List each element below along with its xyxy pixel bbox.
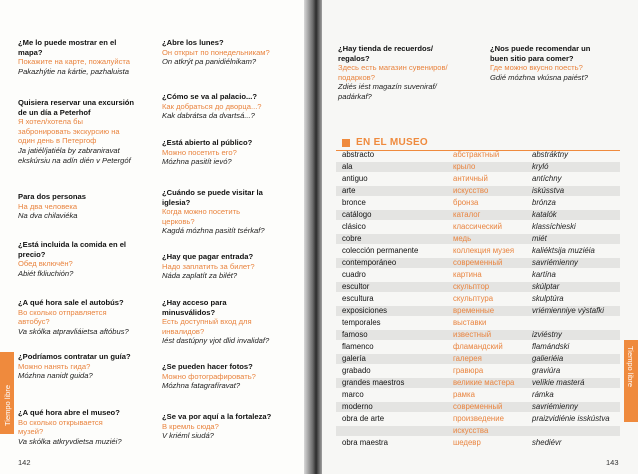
- vocab-spanish: grandes maestros: [342, 378, 405, 387]
- vocab-russian: галерея: [453, 354, 482, 363]
- vocab-transliteration: praizvidiénie isskústva: [532, 414, 610, 423]
- phrase-entry: [162, 252, 302, 281]
- vocab-row: [336, 438, 620, 448]
- vocab-row: [336, 330, 620, 340]
- phrase-entry: [162, 92, 302, 121]
- vocab-spanish: cuadro: [342, 270, 366, 279]
- phrase-entry: [338, 44, 478, 102]
- vocab-spanish: exposiciones: [342, 306, 388, 315]
- vocab-row: [336, 174, 620, 184]
- page-number-right: 143: [606, 458, 619, 467]
- russian-phrase: один день в Петергоф: [18, 136, 97, 146]
- vocab-russian: современный: [453, 402, 503, 411]
- vocab-row: [336, 246, 620, 256]
- vocab-transliteration: skúlptar: [532, 282, 560, 291]
- spanish-phrase: ¿Cuándo se puede visitar la: [162, 188, 263, 197]
- russian-phrase: подарков?: [338, 72, 375, 82]
- transliteration: Abiét fkliuchión?: [18, 268, 74, 278]
- vocab-transliteration: kaliéktsija muziéia: [532, 246, 595, 255]
- russian-phrase: Есть доступный вход для: [162, 317, 252, 327]
- vocab-russian: известный: [453, 330, 492, 339]
- vocab-spanish: arte: [342, 186, 356, 195]
- section-title: EN EL MUSEO: [356, 137, 429, 148]
- phrase-entry: [162, 412, 302, 441]
- phrase-entry: [18, 352, 158, 381]
- vocab-russian: коллекция музея: [453, 246, 515, 255]
- russian-phrase: Обед включён?: [18, 259, 73, 269]
- vocab-russian: античный: [453, 174, 488, 183]
- vocab-row: [336, 186, 620, 196]
- vocab-russian: скульптура: [453, 294, 494, 303]
- transliteration: Na dva chilaviéka: [18, 211, 78, 221]
- left-page: [0, 0, 308, 474]
- transliteration: Ja jatiél/jatiéla by zabraniravat: [18, 145, 120, 155]
- vocab-row: [336, 222, 620, 232]
- russian-phrase: Во сколько открывается: [18, 417, 103, 427]
- vocab-transliteration: antíchny: [532, 174, 562, 183]
- vocab-transliteration: vriémienniye výstafki: [532, 306, 604, 315]
- spanish-phrase: de un día a Peterhof: [18, 107, 91, 117]
- vocab-transliteration: brónza: [532, 198, 556, 207]
- vocab-transliteration: miét: [532, 234, 547, 243]
- transliteration: V kriéml siudá?: [162, 431, 214, 441]
- spanish-phrase: ¿Nos puede recomendar un: [490, 44, 591, 53]
- transliteration: Va skólka atpravliáietsa aftóbus?: [18, 326, 129, 336]
- spanish-phrase: precio?: [18, 249, 46, 259]
- vocab-russian: классический: [453, 222, 502, 231]
- vocab-russian: картина: [453, 270, 482, 279]
- spanish-phrase: ¿Se pueden hacer fotos?: [162, 362, 253, 371]
- spanish-phrase: Para dos personas: [18, 192, 86, 201]
- transliteration: padárkaf?: [338, 91, 372, 101]
- vocab-spanish: ala: [342, 162, 353, 171]
- side-tab-label: Tiempo libre: [626, 346, 635, 387]
- russian-phrase: церковь?: [162, 216, 195, 226]
- russian-phrase: Можно фотографировать?: [162, 371, 256, 381]
- vocab-spanish: galería: [342, 354, 366, 363]
- vocab-russian: крыло: [453, 162, 476, 171]
- page-number-left: 142: [18, 458, 31, 467]
- vocab-russian: рамка: [453, 390, 475, 399]
- transliteration: On atkrýt pa panidiélnikam?: [162, 57, 257, 67]
- vocab-spanish: clásico: [342, 222, 366, 231]
- vocab-row: [336, 162, 620, 172]
- spanish-phrase: ¿Hay que pagar entrada?: [162, 252, 254, 261]
- vocab-russian: современный: [453, 258, 503, 267]
- vocab-transliteration: iskússtva: [532, 186, 565, 195]
- transliteration: Mózhna pasitít ievó?: [162, 157, 232, 167]
- spanish-phrase: buen sitio para comer?: [490, 53, 574, 63]
- phrase-entry: [18, 240, 158, 278]
- vocab-transliteration: velíkie masterá: [532, 378, 585, 387]
- transliteration: Náda zaplatít za bilét?: [162, 271, 238, 281]
- russian-phrase: На два человека: [18, 201, 78, 211]
- vocab-spanish: abstracto: [342, 150, 375, 159]
- russian-phrase: Когда можно посетить: [162, 207, 241, 217]
- russian-phrase: Надо заплатить за билет?: [162, 261, 255, 271]
- spanish-phrase: ¿Me lo puede mostrar en el: [18, 38, 117, 47]
- vocab-transliteration: shediévr: [532, 438, 562, 447]
- vocab-russian: абстрактный: [453, 150, 500, 159]
- vocab-transliteration: savriémienny: [532, 258, 578, 267]
- vocab-row: [336, 342, 620, 352]
- spanish-phrase: minusválidos?: [162, 307, 216, 317]
- vocab-spanish: cobre: [342, 234, 362, 243]
- vocab-spanish: antiguo: [342, 174, 368, 183]
- russian-phrase: Здесь есть магазин сувениров/: [338, 63, 448, 73]
- russian-phrase: В кремль сюда?: [162, 421, 219, 431]
- vocab-russian: каталог: [453, 210, 481, 219]
- vocab-spanish: catálogo: [342, 210, 372, 219]
- vocab-russian: выставки: [453, 318, 487, 327]
- vocab-row: [336, 210, 620, 220]
- vocab-row: [336, 198, 620, 208]
- vocab-russian: искусства: [453, 426, 489, 435]
- transliteration: Mózhna nanidt guida?: [18, 371, 93, 381]
- spanish-phrase: ¿Podríamos contratar un guía?: [18, 352, 131, 361]
- vocab-russian: шедевр: [453, 438, 481, 447]
- vocab-spanish: famoso: [342, 330, 368, 339]
- vocab-russian: искусство: [453, 186, 489, 195]
- vocab-transliteration: savriémienny: [532, 402, 578, 411]
- russian-phrase: Где можно вкусно поесть?: [490, 63, 583, 73]
- vocab-spanish: grabado: [342, 366, 371, 375]
- section-square-icon: [342, 139, 350, 147]
- spanish-phrase: Quisiera reservar una excursión: [18, 98, 135, 107]
- vocab-spanish: escultor: [342, 282, 370, 291]
- spanish-phrase: iglesia?: [162, 197, 191, 207]
- spanish-phrase: ¿A qué hora sale el autobús?: [18, 298, 124, 307]
- vocab-transliteration: katalók: [532, 210, 557, 219]
- vocab-transliteration: flamándski: [532, 342, 570, 351]
- russian-phrase: Во сколько отправляется: [18, 307, 107, 317]
- russian-phrase: Он открыт по понедельникам?: [162, 47, 270, 57]
- russian-phrase: Можно нанять гида?: [18, 361, 91, 371]
- vocab-russian: бронза: [453, 198, 479, 207]
- vocab-spanish: flamenco: [342, 342, 374, 351]
- vocab-row: [336, 150, 620, 160]
- vocab-transliteration: skulptúra: [532, 294, 564, 303]
- vocab-spanish: temporales: [342, 318, 381, 327]
- phrase-entry: [18, 408, 158, 446]
- transliteration: Va skólka atkryvdietsa muziéi?: [18, 436, 122, 446]
- vocab-transliteration: kartína: [532, 270, 556, 279]
- vocab-spanish: obra de arte: [342, 414, 385, 423]
- spanish-phrase: ¿Hay tienda de recuerdos/: [338, 44, 433, 53]
- transliteration: Gdié mózhna vkúsna paiést?: [490, 72, 588, 82]
- vocab-row: [336, 378, 620, 388]
- vocab-spanish: escultura: [342, 294, 374, 303]
- side-tab-label: Tiempo libre: [3, 385, 12, 426]
- vocab-row: [336, 306, 620, 316]
- russian-phrase: автобус?: [18, 317, 50, 327]
- russian-phrase: музей?: [18, 427, 44, 437]
- transliteration: Mózhna fatagrafíravat?: [162, 381, 241, 391]
- vocab-row: [336, 402, 620, 412]
- vocab-row: [336, 258, 620, 268]
- vocab-transliteration: galieriéia: [532, 354, 564, 363]
- transliteration: Kak dabrátsa da dvartsá...?: [162, 111, 255, 121]
- phrase-entry: [162, 362, 302, 391]
- vocab-row: [336, 414, 620, 424]
- spanish-phrase: ¿Se va por aquí a la fortaleza?: [162, 412, 272, 421]
- russian-phrase: Я хотел/хотела бы: [18, 117, 83, 127]
- transliteration: Zdiés iést magazín suveniraf/: [338, 82, 437, 92]
- spanish-phrase: ¿Está abierto al público?: [162, 138, 253, 147]
- vocab-russian: медь: [453, 234, 472, 243]
- vocab-russian: фламандский: [453, 342, 503, 351]
- vocab-row: [336, 294, 620, 304]
- russian-phrase: Покажите на карте, пожалуйста: [18, 57, 131, 67]
- spanish-phrase: ¿Cómo se va al palacio...?: [162, 92, 257, 101]
- spanish-phrase: regalos?: [338, 53, 370, 63]
- vocab-row: [336, 366, 620, 376]
- spanish-phrase: ¿A qué hora abre el museo?: [18, 408, 120, 417]
- spanish-phrase: ¿Abre los lunes?: [162, 38, 224, 47]
- vocab-row: [336, 282, 620, 292]
- side-tab-right: [624, 340, 638, 422]
- vocab-row: [336, 354, 620, 364]
- vocab-row: [336, 390, 620, 400]
- vocab-russian: гравюра: [453, 366, 484, 375]
- spanish-phrase: ¿Hay acceso para: [162, 298, 227, 307]
- spanish-phrase: ¿Está incluida la comida en el: [18, 240, 127, 249]
- phrase-entry: [18, 38, 158, 76]
- vocab-spanish: colección permanente: [342, 246, 419, 255]
- phrase-entry: [162, 38, 302, 67]
- side-tab-left: [0, 352, 14, 434]
- vocab-spanish: obra maestra: [342, 438, 388, 447]
- vocab-row: [336, 234, 620, 244]
- phrase-entry: [162, 138, 302, 167]
- transliteration: Iést dastúpny vjot dlid invalidaf?: [162, 336, 270, 346]
- vocab-transliteration: rámka: [532, 390, 554, 399]
- russian-phrase: Можно посетить его?: [162, 147, 237, 157]
- phrase-entry: [490, 44, 630, 82]
- phrase-entry: [18, 298, 158, 336]
- phrase-entry: [18, 98, 158, 165]
- transliteration: Kagdá mózhna pasitít tsérkaf?: [162, 226, 265, 236]
- vocab-row: [336, 426, 620, 436]
- russian-phrase: инвалидов?: [162, 326, 205, 336]
- phrase-entry: [18, 192, 158, 221]
- phrase-entry: [162, 298, 302, 346]
- vocab-russian: временные: [453, 306, 495, 315]
- vocab-transliteration: klassíchieski: [532, 222, 576, 231]
- phrase-entry: [162, 188, 302, 236]
- vocab-russian: великие мастера: [453, 378, 515, 387]
- vocab-spanish: moderno: [342, 402, 373, 411]
- vocab-transliteration: izviéstny: [532, 330, 562, 339]
- vocab-russian: произведение: [453, 414, 504, 423]
- vocab-russian: скульптор: [453, 282, 490, 291]
- vocab-transliteration: kryló: [532, 162, 549, 171]
- vocab-spanish: marco: [342, 390, 364, 399]
- russian-phrase: забронировать экскурсию на: [18, 126, 120, 136]
- vocab-spanish: bronce: [342, 198, 366, 207]
- vocab-transliteration: graviúra: [532, 366, 561, 375]
- spanish-phrase: mapa?: [18, 47, 43, 57]
- russian-phrase: Как добраться до дворца...?: [162, 101, 262, 111]
- transliteration: Pakazhýtie na kártie, pazhaluista: [18, 66, 130, 76]
- transliteration: ekskúrsiu na adín dién v Petergóf: [18, 155, 131, 165]
- vocab-spanish: contemporáneo: [342, 258, 397, 267]
- vocab-transliteration: abstráktny: [532, 150, 568, 159]
- vocab-row: [336, 270, 620, 280]
- vocab-row: [336, 318, 620, 328]
